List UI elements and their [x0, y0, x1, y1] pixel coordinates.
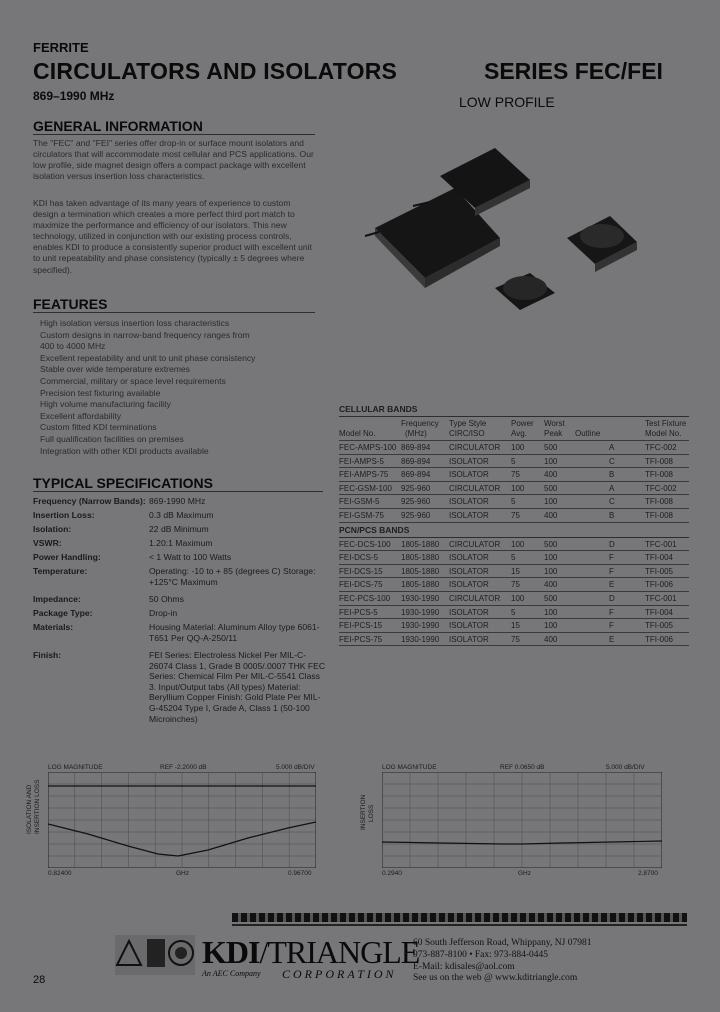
frequency-range: 869–1990 MHz	[33, 89, 115, 103]
table-cell: CIRCULATOR	[449, 443, 501, 452]
table-cell: 100	[511, 539, 525, 549]
col-header: Avg.	[511, 429, 527, 438]
spec-value: < 1 Watt to 100 Watts	[149, 552, 232, 562]
feature-item: Excellent affordability	[40, 410, 122, 421]
col-header: Outline	[575, 429, 601, 438]
table-cell: 1930-1990	[401, 634, 440, 644]
chart-scale-label: 5.000 dB/DIV	[606, 764, 645, 771]
table-cell: 500	[544, 483, 558, 493]
feature-item: 400 to 4000 MHz	[40, 341, 106, 352]
table-cell: 100	[511, 443, 525, 452]
table-cell: FEI-GSM-5	[339, 497, 380, 507]
spec-value: FEI Series: Electroless Nickel Per MIL-C-26074 Class 1, Grade B 0005/.0007 THK FEC Series: Chemical Film Per MIL-C-5541 Class 3. Input/Output tabs (All types) Material: Beryllium Copper Finish: Gold Plate Per MIL-G-45204 Type I, Grade A, Class 1 (50-100 Microinches)	[149, 650, 326, 724]
brand-tagline: An AEC Company	[202, 969, 261, 978]
table-cell: 925-960	[401, 510, 431, 520]
spec-key: Power Handling:	[33, 552, 101, 562]
spec-key: Isolation:	[33, 524, 72, 534]
spec-key: Materials:	[33, 622, 74, 632]
table-cell: ISOLATOR	[449, 456, 489, 466]
isolation-plot	[48, 772, 316, 868]
table-cell: 100	[544, 566, 558, 576]
feature-item: Full qualification facilities on premises	[40, 433, 184, 444]
table-cell: 100	[544, 553, 558, 563]
col-header: CIRC/ISO	[449, 429, 485, 438]
spec-row	[33, 524, 323, 537]
table-row	[339, 606, 689, 620]
table-cell: 100	[544, 621, 558, 631]
phone-fax: 973-887-8100 • Fax: 973-884-0445	[413, 949, 548, 960]
table-cell: TFI-008	[645, 510, 674, 520]
address: 60 South Jefferson Road, Whippany, NJ 07981	[413, 938, 592, 948]
table-cell: 5	[511, 497, 516, 507]
table-cell: 400	[544, 634, 558, 644]
table-cell: 500	[544, 593, 558, 603]
table-row	[339, 592, 689, 606]
spec-row	[33, 566, 323, 592]
chart-format-label: LOG MAGNITUDE	[48, 764, 103, 771]
table-cell: 400	[544, 470, 558, 480]
table-cell: ISOLATOR	[449, 566, 489, 576]
table-cell: 100	[511, 483, 525, 493]
spec-row	[33, 496, 323, 509]
table-cell: TFI-006	[645, 580, 674, 590]
table-cell: FEI-AMPS-75	[339, 470, 389, 480]
table-cell: A	[609, 443, 615, 452]
table-cell: 5	[511, 607, 516, 617]
model-table	[339, 404, 689, 646]
table-cell: 1930-1990	[401, 607, 440, 617]
table-cell: 75	[511, 470, 520, 480]
table-cell: C	[609, 497, 615, 507]
feature-item: Custom designs in narrow-band frequency ranges from	[40, 329, 250, 340]
table-cell: ISOLATOR	[449, 607, 489, 617]
table-cell: C	[609, 456, 615, 466]
brand-corporation: CORPORATION	[282, 967, 397, 981]
brand-kdi: KDI	[202, 934, 260, 970]
page-number: 28	[33, 974, 46, 986]
col-header: Test Fixture	[645, 419, 687, 428]
table-row	[339, 441, 689, 455]
table-cell: FEC-PCS-100	[339, 593, 391, 603]
chart-x-start: 0.82400	[48, 870, 72, 877]
table-cell: 100	[544, 497, 558, 507]
table-cell: TFI-006	[645, 634, 674, 644]
col-header: Type Style	[449, 419, 487, 428]
email[interactable]: E-Mail: kdisales@aol.com	[413, 961, 515, 972]
chart-ref-label: REF 0.0650 dB	[500, 764, 545, 771]
feature-item: Integration with other KDI products available	[40, 445, 209, 456]
table-cell: 925-960	[401, 497, 431, 507]
table-cell: TFC-001	[645, 593, 677, 603]
table-cell: TFC-002	[645, 483, 677, 493]
divider	[33, 491, 323, 492]
table-cell: 75	[511, 634, 520, 644]
table-cell: D	[609, 539, 615, 549]
table-cell: A	[609, 483, 615, 493]
table-row	[339, 633, 689, 647]
table-cell: F	[609, 566, 614, 576]
spec-value: Housing Material: Aluminum Alloy type 6061-T651 Per QQ-A-250/11	[149, 622, 320, 643]
spec-row	[33, 594, 323, 607]
col-header: Peak	[544, 429, 563, 438]
table-cell: 15	[511, 621, 520, 631]
table-cell: 75	[511, 510, 520, 520]
table-row	[339, 468, 689, 482]
table-cell: CIRCULATOR	[449, 483, 501, 493]
pcn-bands-title: PCN/PCS BANDS	[339, 524, 410, 535]
spec-value: 869-1990 MHz	[149, 496, 206, 506]
col-header: Model No.	[339, 429, 376, 438]
features-heading: FEATURES	[33, 296, 108, 312]
specs-heading: TYPICAL SPECIFICATIONS	[33, 475, 213, 491]
spec-key: Temperature:	[33, 566, 88, 576]
spec-value: 0.3 dB Maximum	[149, 510, 214, 520]
spec-row	[33, 510, 323, 523]
table-cell: ISOLATOR	[449, 510, 489, 520]
page-title: CIRCULATORS AND ISOLATORS	[33, 58, 398, 84]
table-cell: FEI-PCS-15	[339, 621, 383, 631]
chart-ylabel: INSERTION LOSS	[34, 779, 41, 834]
table-cell: TFI-004	[645, 553, 674, 563]
table-cell: ISOLATOR	[449, 634, 489, 644]
isolation-chart	[26, 764, 330, 884]
insertion-loss-chart	[360, 764, 690, 884]
spec-key: Insertion Loss:	[33, 510, 95, 520]
spec-row	[33, 650, 326, 755]
table-cell: TFC-002	[645, 443, 677, 452]
col-header: Model No.	[645, 429, 682, 438]
spec-row	[33, 552, 323, 565]
contact-info	[413, 938, 591, 985]
product-photo	[345, 128, 675, 318]
table-row	[339, 538, 689, 552]
chart-ref-label: REF -2.2000 dB	[160, 764, 207, 771]
table-cell: TFI-008	[645, 456, 674, 466]
spec-key: Finish:	[33, 650, 62, 660]
table-cell: TFI-005	[645, 566, 674, 576]
chart-x-end: 0.96700	[288, 870, 312, 877]
spec-key: Package Type:	[33, 608, 93, 618]
spec-value: 1.20:1 Maximum	[149, 538, 213, 548]
table-cell: 1930-1990	[401, 593, 440, 603]
brand-logo	[202, 934, 419, 971]
col-header: Worst	[544, 419, 565, 428]
cellular-bands-title: CELLULAR BANDS	[339, 404, 418, 414]
feature-item: Stable over wide temperature extremes	[40, 364, 190, 375]
table-cell: 75	[511, 580, 520, 590]
table-cell: 1805-1880	[401, 580, 440, 590]
chart-x-unit: GHz	[176, 870, 189, 877]
table-cell: F	[609, 621, 614, 631]
table-cell: B	[609, 470, 615, 480]
feature-item: Commercial, military or space level requirements	[40, 375, 226, 386]
table-cell: 1805-1880	[401, 566, 440, 576]
series-subtitle: LOW PROFILE	[459, 94, 555, 110]
table-cell: 400	[544, 580, 558, 590]
table-cell: TFI-005	[645, 621, 674, 631]
table-cell: FEI-PCS-75	[339, 634, 383, 644]
table-cell: 100	[511, 593, 525, 603]
table-row	[339, 619, 689, 633]
table-cell: 5	[511, 456, 516, 466]
feature-item: High isolation versus insertion loss characteristics	[40, 318, 230, 328]
table-cell: B	[609, 510, 615, 520]
table-row	[339, 551, 689, 565]
isolator-small	[495, 273, 555, 310]
table-cell: 400	[544, 510, 558, 520]
table-cell: D	[609, 593, 615, 603]
table-row	[339, 565, 689, 579]
table-cell: FEI-DCS-5	[339, 553, 379, 563]
spec-value: Drop-in	[149, 608, 178, 618]
col-header: (MHz)	[405, 429, 427, 438]
chart-format-label: LOG MAGNITUDE	[382, 764, 437, 771]
divider	[232, 924, 687, 926]
table-cell: CIRCULATOR	[449, 539, 501, 549]
brand-triangle: /TRIANGLE	[259, 934, 420, 970]
table-cell: 1805-1880	[401, 553, 440, 563]
chart-scale-label: 5.000 dB/DIV	[276, 764, 315, 771]
table-row	[339, 509, 689, 523]
table-cell: FEI-DCS-15	[339, 566, 383, 576]
table-cell: FEI-DCS-75	[339, 580, 383, 590]
table-cell: 500	[544, 539, 558, 549]
table-cell: 100	[544, 607, 558, 617]
table-cell: 869-894	[401, 443, 431, 452]
feature-item: Precision test fixturing available	[40, 387, 161, 398]
table-row	[339, 495, 689, 509]
iso-seal-icon	[147, 939, 165, 967]
table-cell: TFI-008	[645, 470, 674, 480]
table-cell: 500	[544, 443, 558, 452]
table-cell: F	[609, 607, 614, 617]
general-paragraph-2: KDI has taken advantage of its many years of experience to custom design a termination which creates a more perfect third port match to maximize the performance and efficiency of our isolators. This new technology, utilized in conjunction with our existing process controls, enables KDI to produce a consistently superior product with excellent unit to unit repeatability and phase consistency (typically ± 5 degrees where specified).	[33, 198, 312, 275]
table-cell: ISOLATOR	[449, 470, 489, 480]
feature-item: Excellent repeatability and unit to unit phase consistency	[40, 352, 256, 363]
table-cell: E	[609, 634, 615, 644]
spec-row	[33, 608, 323, 621]
table-cell: TFI-008	[645, 497, 674, 507]
col-header: Frequency	[401, 419, 439, 428]
table-cell: 5	[511, 553, 516, 563]
table-cell: 1930-1990	[401, 621, 440, 631]
spec-value: Operating: -10 to + 85 (degrees C) Storage: +125°C Maximum	[149, 566, 316, 587]
table-cell: FEI-PCS-5	[339, 607, 378, 617]
table-row	[339, 482, 689, 496]
general-heading: GENERAL INFORMATION	[33, 118, 203, 134]
table-cell: 869-894	[401, 470, 431, 480]
isolator-right	[567, 216, 637, 272]
table-cell: ISOLATOR	[449, 580, 489, 590]
table-header	[339, 417, 689, 441]
chart-x-unit: GHz	[518, 870, 531, 877]
table-cell: CIRCULATOR	[449, 593, 501, 603]
website[interactable]: See us on the web @ www.kditriangle.com	[413, 973, 578, 984]
certification-logos	[115, 935, 195, 975]
col-header: Power	[511, 419, 534, 428]
table-cell: FEC-DCS-100	[339, 539, 391, 549]
feature-item: High volume manufacturing facility	[40, 399, 171, 410]
spec-key: VSWR:	[33, 538, 62, 548]
features-list	[40, 318, 255, 457]
spec-value: 22 dB Minimum	[149, 524, 209, 534]
table-row	[339, 578, 689, 592]
table-cell: ISOLATOR	[449, 621, 489, 631]
spec-key: Frequency (Narrow Bands):	[33, 496, 146, 506]
chart-x-end: 2.8700	[638, 870, 658, 877]
table-cell: E	[609, 580, 615, 590]
table-cell: TFI-004	[645, 607, 674, 617]
insertion-loss-plot	[382, 772, 662, 868]
spec-value: 50 Ohms	[149, 594, 184, 604]
table-cell: 100	[544, 456, 558, 466]
spec-row	[33, 538, 323, 551]
chart-x-start: 0.2940	[382, 870, 402, 877]
table-cell: FEC-GSM-100	[339, 483, 392, 493]
decorative-bar	[232, 913, 687, 922]
table-cell: FEI-AMPS-5	[339, 456, 384, 466]
series-title: SERIES FEC/FEI	[484, 58, 663, 84]
chart-ylabel: INSERTION	[360, 794, 367, 830]
table-cell: TFC-001	[645, 539, 677, 549]
spec-row	[33, 622, 323, 648]
header-kicker: FERRITE	[33, 40, 89, 55]
divider	[33, 134, 315, 135]
spec-key: Impedance:	[33, 594, 81, 604]
general-paragraph-1: The "FEC" and "FEI" series offer drop-in or surface mount isolators and circulators that will accommodate most cellular and PCS applications. Our low profile, side magnet design offers a compact package with excellent isolation versus insertion loss characteristics.	[33, 138, 314, 182]
table-row	[339, 455, 689, 469]
chart-ylabel: LOSS	[368, 804, 375, 822]
table-cell: ISOLATOR	[449, 497, 489, 507]
divider	[33, 312, 315, 313]
table-cell: ISOLATOR	[449, 553, 489, 563]
feature-item: Custom fitted KDI terminations	[40, 422, 157, 433]
table-cell: 15	[511, 566, 520, 576]
chart-ylabel: ISOLATION AND	[26, 784, 33, 834]
table-cell: 925-960	[401, 483, 431, 493]
table-cell: 1805-1880	[401, 539, 440, 549]
table-cell: FEI-GSM-75	[339, 510, 384, 520]
table-cell: F	[609, 553, 614, 563]
table-cell: FEC-AMPS-100	[339, 443, 397, 452]
table-cell: 869-894	[401, 456, 431, 466]
